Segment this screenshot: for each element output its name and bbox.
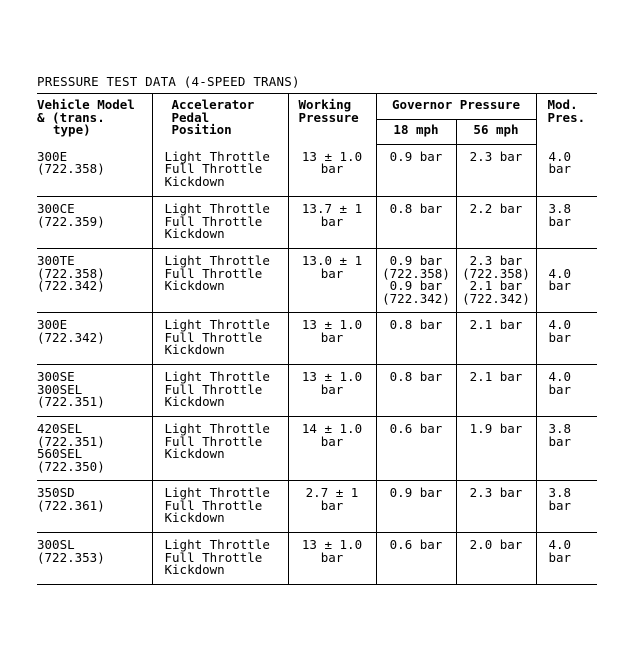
header-governor-pressure: Governor Pressure: [376, 94, 536, 120]
cell-working-pressure: 13 ± 1.0 bar: [288, 533, 376, 585]
table-row: [37, 145, 597, 197]
cell-mod-pres: 4.0 bar: [536, 313, 597, 365]
cell-vehicle-model: 420SEL (722.351) 560SEL (722.350): [37, 417, 152, 481]
cell-governor-18mph: 0.9 bar: [376, 481, 456, 533]
cell-governor-56mph: 2.1 bar: [456, 365, 536, 417]
cell-governor-56mph: 2.3 bar: [456, 145, 536, 197]
table-row: [37, 533, 597, 585]
cell-working-pressure: 13 ± 1.0 bar: [288, 313, 376, 365]
cell-governor-18mph: 0.9 bar (722.358) 0.9 bar (722.342): [376, 249, 456, 313]
header-vehicle-model: Vehicle Model & (trans. type): [37, 94, 152, 145]
cell-pedal-position: Light Throttle Full Throttle Kickdown: [152, 533, 288, 585]
cell-working-pressure: 13 ± 1.0 bar: [288, 145, 376, 197]
cell-pedal-position: Light Throttle Full Throttle Kickdown: [152, 249, 288, 313]
cell-vehicle-model: 300E (722.342): [37, 313, 152, 365]
table-caption: PRESSURE TEST DATA (4-SPEED TRANS): [37, 74, 300, 89]
cell-governor-56mph: 2.0 bar: [456, 533, 536, 585]
cell-vehicle-model: 350SD (722.361): [37, 481, 152, 533]
cell-pedal-position: Light Throttle Full Throttle Kickdown: [152, 417, 288, 481]
table-row: [37, 197, 597, 249]
table-row: [37, 417, 597, 481]
cell-governor-56mph: 2.1 bar: [456, 313, 536, 365]
header-working-pressure: Working Pressure: [288, 94, 376, 145]
cell-governor-56mph: 2.3 bar: [456, 481, 536, 533]
cell-pedal-position: Light Throttle Full Throttle Kickdown: [152, 365, 288, 417]
cell-pedal-position: Light Throttle Full Throttle Kickdown: [152, 481, 288, 533]
cell-pedal-position: Light Throttle Full Throttle Kickdown: [152, 197, 288, 249]
cell-working-pressure: 13.0 ± 1 bar: [288, 249, 376, 313]
cell-governor-56mph: 2.2 bar: [456, 197, 536, 249]
cell-mod-pres: 4.0 bar: [536, 533, 597, 585]
cell-vehicle-model: 300SE 300SEL (722.351): [37, 365, 152, 417]
cell-governor-18mph: 0.6 bar: [376, 417, 456, 481]
header-accelerator-pedal: Accelerator Pedal Position: [152, 94, 288, 145]
table-row: [37, 365, 597, 417]
header-56mph: 56 mph: [456, 120, 536, 145]
cell-mod-pres: 3.8 bar: [536, 417, 597, 481]
header-mod-pres: Mod. Pres.: [536, 94, 597, 145]
table-row: [37, 481, 597, 533]
cell-governor-56mph: 1.9 bar: [456, 417, 536, 481]
cell-governor-56mph: 2.3 bar (722.358) 2.1 bar (722.342): [456, 249, 536, 313]
cell-governor-18mph: 0.8 bar: [376, 313, 456, 365]
cell-pedal-position: Light Throttle Full Throttle Kickdown: [152, 145, 288, 197]
pressure-test-table: [37, 93, 597, 585]
table-row: [37, 249, 597, 313]
cell-vehicle-model: 300SL (722.353): [37, 533, 152, 585]
cell-working-pressure: 13 ± 1.0 bar: [288, 365, 376, 417]
cell-working-pressure: 13.7 ± 1 bar: [288, 197, 376, 249]
cell-governor-18mph: 0.8 bar: [376, 365, 456, 417]
cell-pedal-position: Light Throttle Full Throttle Kickdown: [152, 313, 288, 365]
cell-governor-18mph: 0.8 bar: [376, 197, 456, 249]
cell-mod-pres: 4.0 bar: [536, 145, 597, 197]
cell-governor-18mph: 0.6 bar: [376, 533, 456, 585]
table-row: [37, 313, 597, 365]
cell-working-pressure: 2.7 ± 1 bar: [288, 481, 376, 533]
cell-vehicle-model: 300CE (722.359): [37, 197, 152, 249]
cell-vehicle-model: 300TE (722.358) (722.342): [37, 249, 152, 313]
cell-governor-18mph: 0.9 bar: [376, 145, 456, 197]
cell-mod-pres: 4.0 bar: [536, 249, 597, 313]
cell-mod-pres: 3.8 bar: [536, 481, 597, 533]
cell-mod-pres: 3.8 bar: [536, 197, 597, 249]
cell-vehicle-model: 300E (722.358): [37, 145, 152, 197]
header-18mph: 18 mph: [376, 120, 456, 145]
cell-working-pressure: 14 ± 1.0 bar: [288, 417, 376, 481]
cell-mod-pres: 4.0 bar: [536, 365, 597, 417]
